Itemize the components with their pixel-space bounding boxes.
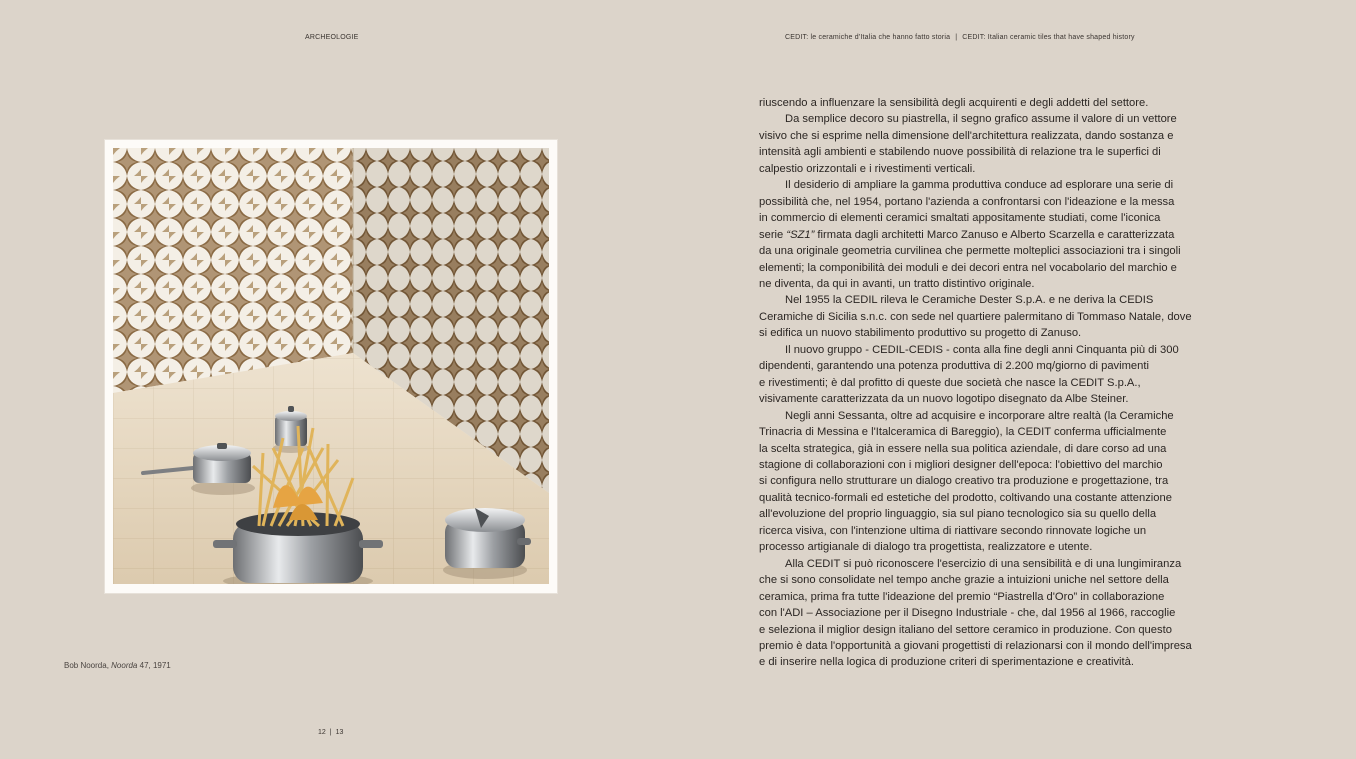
text-line: da una originale geometria curvilinea che permette molteplici associazioni tra i singoli xyxy=(759,245,1181,258)
text-line: la scelta strategica, già in essere nella sua politica aziendale, di dare corso ad una xyxy=(759,442,1167,455)
text-line: Ceramiche di Sicilia s.n.c. con sede nel quartiere palermitano di Tommaso Natale, dove xyxy=(759,310,1192,323)
text-line: calpestio orizzontali e i rivestimenti verticali. xyxy=(759,162,976,175)
caption-work-title: Noorda xyxy=(111,661,138,670)
text-line: e seleziona il miglior design italiano del settore ceramico in produzione. Con questo xyxy=(759,623,1172,636)
text-line: e di inserire nella logica di produzione criteri di sperimentazione e creatività. xyxy=(759,656,1134,669)
right-running-head xyxy=(785,34,1135,41)
text-line: Da semplice decoro su piastrella, il segno grafico assume il valore di un vettore xyxy=(785,113,1177,126)
body-text xyxy=(759,95,1234,671)
series-name: “SZ1” xyxy=(786,228,815,241)
book-title-english: CEDIT: Italian ceramic tiles that have shaped history xyxy=(962,34,1135,41)
left-page-number: 12 xyxy=(318,729,326,736)
text-line: Nel 1955 la CEDIL rileva le Ceramiche Dester S.p.A. e ne deriva la CEDIS xyxy=(785,294,1154,307)
text-line xyxy=(759,227,1234,243)
caption-details: 47, 1971 xyxy=(137,661,171,670)
text-line: si configura nello strutturare un dialogo creativo tra produzione e progettazione, tra xyxy=(759,475,1169,488)
text-line: riuscendo a influenzare la sensibilità degli acquirenti e degli addetti del settore. xyxy=(759,97,1149,109)
text-line: Il nuovo gruppo - CEDIL-CEDIS - conta alla fine degli anni Cinquanta più di 300 xyxy=(785,343,1179,356)
text-line: dipendenti, garantendo una potenza produttiva di 2.200 mq/giorno di pavimenti xyxy=(759,360,1149,373)
text-fragment: serie xyxy=(759,228,787,241)
text-line: stagione di collaborazioni con i migliori designer dell'epoca: l'obiettivo del marchio xyxy=(759,458,1163,471)
photo-frame xyxy=(105,140,557,593)
section-title: ARCHEOLOGIE xyxy=(305,34,359,41)
title-separator: | xyxy=(955,34,958,41)
text-line: Alla CEDIT si può riconoscere l'esercizio di una sensibilità e di una lungimiranza xyxy=(785,557,1182,570)
text-line: Negli anni Sessanta, oltre ad acquisire e incorporare altre realtà (la Ceramiche xyxy=(785,409,1174,422)
text-line: premio è data l'opportunità a giovani progettisti di relazionarsi con il mondo dell'impresa xyxy=(759,639,1192,652)
text-line: ceramica, prima fra tutte l'ideazione del premio “Piastrella d'Oro” in collaborazione xyxy=(759,590,1165,603)
right-page-number: 13 xyxy=(335,729,344,736)
text-line: che si sono consolidate nel tempo anche grazie a intuizioni uniche nel settore della xyxy=(759,574,1169,587)
text-line: processo artigianale di dialogo tra progettista, realizzatore e utente. xyxy=(759,541,1093,554)
text-line: ricerca visiva, con l'intenzione ultima di riattivare secondo rinnovate logiche un xyxy=(759,524,1147,537)
text-line: Il desiderio di ampliare la gamma produttiva conduce ad esplorare una serie di xyxy=(785,179,1174,192)
caption-author: Bob Noorda, xyxy=(64,661,112,670)
text-line: Trinacria di Messina e l'Italceramica di Bareggio), la CEDIT conferma ufficialmente xyxy=(759,426,1167,439)
tiled-room-photo xyxy=(113,148,549,584)
text-line: in commercio di elementi ceramici smaltati appositamente studiati, come l'iconica xyxy=(759,212,1161,225)
text-line: qualità tecnico-formali ed estetiche del prodotto, coltivando una costante attenzione xyxy=(759,491,1172,504)
left-running-head xyxy=(305,34,359,41)
text-line: si edifica un nuovo stabilimento produttivo su progetto di Zanuso. xyxy=(759,327,1082,340)
text-line: all'evoluzione del proprio linguaggio, sia sul piano tecnologico sia su quello della xyxy=(759,508,1157,521)
text-line: con l'ADI – Associazione per il Disegno Industriale - che, dal 1956 al 1966, raccoglie xyxy=(759,607,1176,620)
page-numbers xyxy=(318,729,343,736)
text-fragment: firmata dagli architetti Marco Zanuso e Alberto Scarzella e caratterizzata xyxy=(814,228,1175,241)
page-number-separator: | xyxy=(329,729,332,736)
text-line: e rivestimenti; è dal profitto di queste due società che nasce la CEDIT S.p.A., xyxy=(759,376,1141,389)
book-title-italian: CEDIT: le ceramiche d'Italia che hanno fatto storia xyxy=(785,34,951,41)
text-line: elementi; la componibilità dei moduli e dei decori entra nel vocabolario del marchio e xyxy=(759,261,1177,274)
text-line: possibilità che, nel 1954, portano l'azienda a confrontarsi con l'ideazione e la messa xyxy=(759,195,1175,208)
text-line: visivo che si esprime nella dimensione dell'architettura realizzata, dando sostanza e xyxy=(759,129,1174,142)
figure-caption xyxy=(64,661,171,670)
text-line: visivamente caratterizzata da un nuovo logotipo disegnato da Albe Steiner. xyxy=(759,393,1129,406)
text-line: intensità agli ambienti e stabilendo nuove possibilità di relazione tra le superfici di xyxy=(759,146,1161,159)
text-line: ne diventa, da qui in avanti, un tratto distintivo originale. xyxy=(759,277,1035,290)
